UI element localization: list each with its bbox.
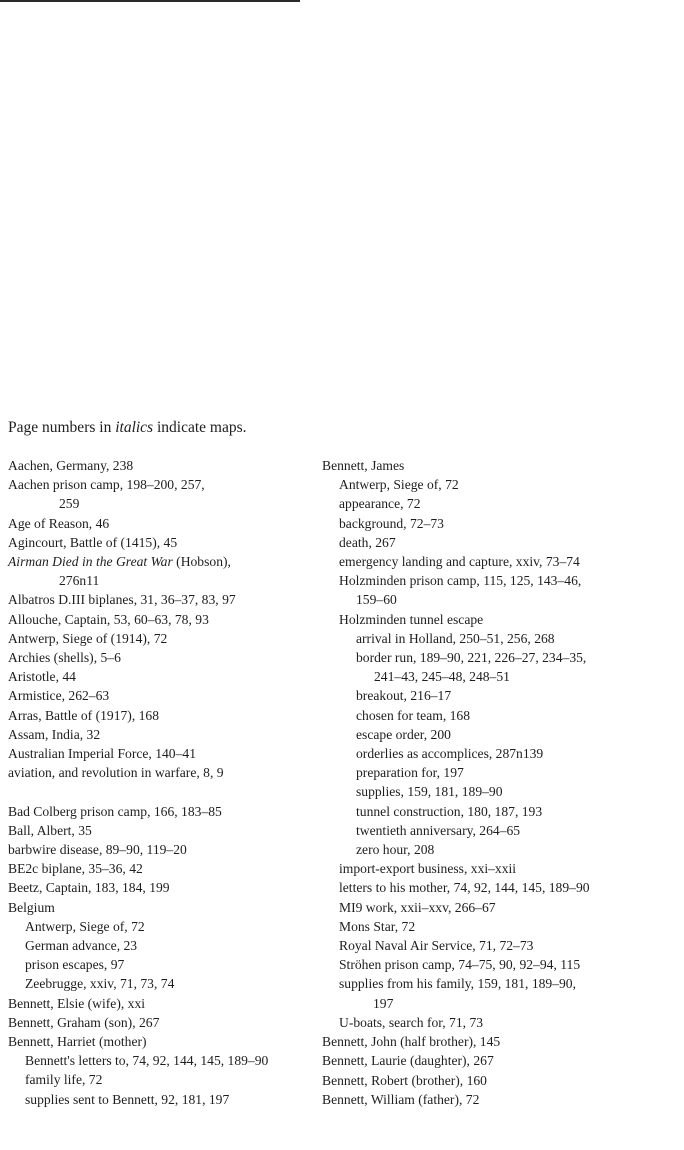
index-entry-text: U-boats, search for, 71, 73 bbox=[339, 1014, 484, 1030]
index-entry-text: tunnel construction, 180, 187, 193 bbox=[356, 803, 543, 819]
index-entry bbox=[8, 898, 308, 917]
index-entry-text: Archies (shells), 5–6 bbox=[8, 650, 121, 666]
index-entry-text: Ball, Albert, 35 bbox=[8, 822, 92, 838]
index-entry bbox=[322, 590, 677, 609]
index-entry bbox=[322, 994, 677, 1013]
index-entry-text: Antwerp, Siege of, 72 bbox=[25, 918, 145, 934]
index-entry bbox=[8, 1013, 308, 1032]
index-entry bbox=[8, 802, 308, 821]
index-entry bbox=[8, 514, 308, 533]
index-entry bbox=[322, 917, 677, 936]
index-entry-text: Holzminden tunnel escape bbox=[339, 611, 484, 627]
index-entry bbox=[8, 821, 308, 840]
index-note bbox=[8, 417, 247, 439]
index-entry bbox=[322, 475, 677, 494]
index-entry bbox=[322, 686, 677, 705]
index-entry-text: twentieth anniversary, 264–65 bbox=[356, 822, 521, 838]
index-entry-text: border run, 189–90, 221, 226–27, 234–35, bbox=[356, 650, 587, 666]
index-entry bbox=[322, 840, 677, 859]
index-entry-text: supplies sent to Bennett, 92, 181, 197 bbox=[25, 1091, 230, 1107]
index-entry-text: death, 267 bbox=[339, 534, 396, 550]
index-entry-text: Bennett, William (father), 72 bbox=[322, 1091, 480, 1107]
index-entry bbox=[8, 667, 308, 686]
index-entry-text: Bennett, James bbox=[322, 458, 405, 473]
index-entry bbox=[8, 1070, 308, 1089]
index-entry-text: Armistice, 262–63 bbox=[8, 688, 110, 704]
index-entry bbox=[322, 821, 677, 840]
index-column-right bbox=[322, 456, 677, 1109]
index-entry bbox=[322, 878, 677, 897]
index-entry-text: Bennett, Robert (brother), 160 bbox=[322, 1072, 487, 1088]
index-entry-text: 159–60 bbox=[356, 592, 397, 608]
index-entry-text: Holzminden prison camp, 115, 125, 143–46, bbox=[339, 573, 582, 589]
index-entry-text: Belgium bbox=[8, 899, 55, 915]
index-entry-text: orderlies as accomplices, 287n139 bbox=[356, 746, 544, 762]
index-entry-text: chosen for team, 168 bbox=[356, 707, 471, 723]
index-entry-text: Mons Star, 72 bbox=[339, 918, 416, 934]
index-entry-text: MI9 work, xxii–xxv, 266–67 bbox=[339, 899, 496, 915]
index-entry-text: appearance, 72 bbox=[339, 496, 421, 512]
index-entry-text: 276n11 bbox=[59, 573, 100, 589]
index-entry bbox=[322, 494, 677, 513]
index-entry bbox=[8, 648, 308, 667]
index-entry-text: letters to his mother, 74, 92, 144, 145, 189–90 bbox=[339, 880, 590, 896]
index-entry-text: Zeebrugge, xxiv, 71, 73, 74 bbox=[25, 976, 175, 992]
index-note-pre: Page numbers in bbox=[8, 419, 116, 436]
index-entry bbox=[8, 610, 308, 629]
index-entry-text: breakout, 216–17 bbox=[356, 688, 452, 704]
index-entry bbox=[8, 859, 308, 878]
index-entry bbox=[322, 648, 677, 667]
index-entry-text: BE2c biplane, 35–36, 42 bbox=[8, 861, 143, 877]
index-entry bbox=[322, 802, 677, 821]
index-entry-text: Ströhen prison camp, 74–75, 90, 92–94, 115 bbox=[339, 957, 581, 973]
index-entry-text: Aristotle, 44 bbox=[8, 669, 76, 685]
index-entry bbox=[8, 1032, 308, 1051]
index-entry-text: Arras, Battle of (1917), 168 bbox=[8, 707, 160, 723]
index-entry bbox=[8, 936, 308, 955]
index-entry-text: Australian Imperial Force, 140–41 bbox=[8, 746, 196, 762]
index-entry-text: Bad Colberg prison camp, 166, 183–85 bbox=[8, 803, 222, 819]
index-entry bbox=[322, 744, 677, 763]
index-entry bbox=[322, 610, 677, 629]
index-entry bbox=[8, 1051, 308, 1070]
index-entry-text: Antwerp, Siege of (1914), 72 bbox=[8, 630, 168, 646]
index-entry bbox=[322, 667, 677, 686]
index-entry bbox=[8, 1090, 308, 1109]
index-entry-text: prison escapes, 97 bbox=[25, 957, 125, 973]
index-entry-text: Albatros D.III biplanes, 31, 36–37, 83, 97 bbox=[8, 592, 236, 608]
index-entry bbox=[8, 955, 308, 974]
top-rule bbox=[0, 0, 300, 2]
index-entry bbox=[8, 494, 308, 513]
index-entry bbox=[322, 859, 677, 878]
index-entry bbox=[322, 955, 677, 974]
index-entry bbox=[8, 706, 308, 725]
index-entry bbox=[322, 936, 677, 955]
index-entry bbox=[322, 782, 677, 801]
index-entry-text: Allouche, Captain, 53, 60–63, 78, 93 bbox=[8, 611, 209, 627]
index-entry bbox=[322, 1071, 677, 1090]
index-entry-text: Bennett, Graham (son), 267 bbox=[8, 1014, 160, 1030]
index-entry-text: preparation for, 197 bbox=[356, 765, 464, 781]
index-entry-text: Bennett, John (half brother), 145 bbox=[322, 1034, 501, 1050]
index-entry bbox=[8, 994, 308, 1013]
index-note-post: indicate maps. bbox=[153, 419, 247, 436]
index-entry-text: 197 bbox=[373, 995, 394, 1011]
index-entry bbox=[322, 533, 677, 552]
index-entry-text: emergency landing and capture, xxiv, 73–74 bbox=[339, 554, 580, 570]
index-entry-text: arrival in Holland, 250–51, 256, 268 bbox=[356, 630, 555, 646]
index-entry bbox=[8, 725, 308, 744]
index-entry-text: 241–43, 245–48, 248–51 bbox=[374, 669, 510, 685]
index-entry bbox=[8, 571, 308, 590]
index-entry bbox=[322, 1051, 677, 1070]
index-entry-text: Age of Reason, 46 bbox=[8, 515, 110, 531]
index-entry-title: Airman Died in the Great War bbox=[8, 554, 173, 570]
index-entry bbox=[322, 514, 677, 533]
index-entry bbox=[8, 974, 308, 993]
index-entry bbox=[322, 706, 677, 725]
index-entry-text: family life, 72 bbox=[25, 1072, 103, 1088]
index-entry-text: Antwerp, Siege of, 72 bbox=[339, 477, 459, 493]
index-entry-text: barbwire disease, 89–90, 119–20 bbox=[8, 842, 187, 858]
index-entry bbox=[322, 629, 677, 648]
index-entry-text: zero hour, 208 bbox=[356, 842, 435, 858]
index-entry-text: German advance, 23 bbox=[25, 938, 138, 954]
index-entry-text: Bennett, Harriet (mother) bbox=[8, 1034, 147, 1050]
index-entry-text: (Hobson), bbox=[172, 554, 231, 570]
index-entry bbox=[8, 629, 308, 648]
index-entry bbox=[322, 552, 677, 571]
index-entry bbox=[8, 456, 308, 475]
index-entry-text: Beetz, Captain, 183, 184, 199 bbox=[8, 880, 170, 896]
index-entry-text: aviation, and revolution in warfare, 8, 9 bbox=[8, 765, 224, 781]
index-entry-text: Aachen prison camp, 198–200, 257, bbox=[8, 477, 205, 493]
index-section-gap bbox=[8, 782, 308, 801]
index-entry-text: escape order, 200 bbox=[356, 726, 451, 742]
index-entry-text: Royal Naval Air Service, 71, 72–73 bbox=[339, 938, 534, 954]
index-entry-text: Aachen, Germany, 238 bbox=[8, 458, 134, 473]
index-entry-text: import-export business, xxi–xxii bbox=[339, 861, 517, 877]
index-entry-text: Bennett, Elsie (wife), xxi bbox=[8, 995, 146, 1011]
index-entry bbox=[8, 744, 308, 763]
index-entry-text: supplies, 159, 181, 189–90 bbox=[356, 784, 503, 800]
index-entry-text: background, 72–73 bbox=[339, 515, 444, 531]
index-note-em: italics bbox=[115, 419, 154, 436]
index-entry bbox=[8, 475, 308, 494]
index-entry bbox=[8, 840, 308, 859]
index-entry bbox=[322, 725, 677, 744]
index-entry-text: Assam, India, 32 bbox=[8, 726, 101, 742]
index-entry bbox=[322, 1090, 677, 1109]
index-entry bbox=[8, 552, 308, 571]
index-entry bbox=[8, 917, 308, 936]
index-entry bbox=[8, 590, 308, 609]
index-entry bbox=[322, 1032, 677, 1051]
index-entry bbox=[322, 456, 677, 475]
index-entry bbox=[8, 533, 308, 552]
index-entry-text: 259 bbox=[59, 496, 80, 512]
index-entry bbox=[8, 686, 308, 705]
index-entry bbox=[322, 1013, 677, 1032]
index-entry bbox=[8, 763, 308, 782]
index-entry-text: Agincourt, Battle of (1415), 45 bbox=[8, 534, 178, 550]
index-entry bbox=[322, 763, 677, 782]
index-entry-text: Bennett, Laurie (daughter), 267 bbox=[322, 1053, 494, 1069]
index-entry bbox=[322, 898, 677, 917]
index-column-left bbox=[8, 456, 308, 1109]
index-entry bbox=[322, 974, 677, 993]
index-entry bbox=[8, 878, 308, 897]
index-entry-text: supplies from his family, 159, 181, 189–90, bbox=[339, 976, 576, 992]
index-entry-text: Bennett's letters to, 74, 92, 144, 145, 189–90 bbox=[25, 1053, 269, 1069]
index-entry bbox=[322, 571, 677, 590]
